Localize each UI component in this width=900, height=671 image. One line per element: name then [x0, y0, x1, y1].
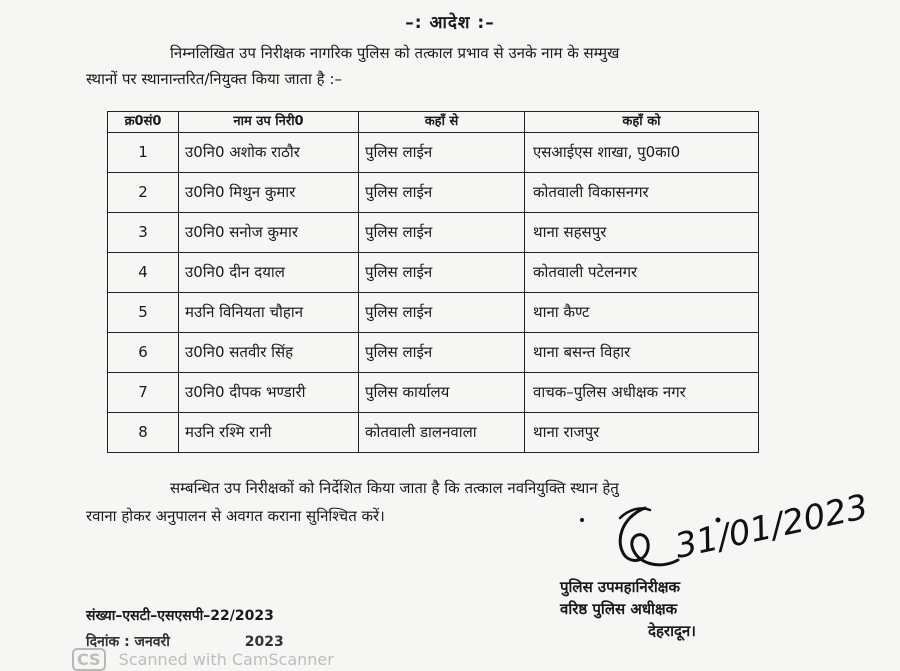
- intro-line-2: स्थानों पर स्थानान्तरित/नियुक्त किया जाता है :–: [86, 70, 342, 88]
- signatory-title-2: वरिष्ठ पुलिस अधीक्षक: [560, 600, 678, 618]
- cell-serial: 5: [108, 293, 179, 332]
- signatory-block: [560, 576, 790, 642]
- cell-to: वाचक–पुलिस अधीक्षक नगर: [533, 383, 686, 401]
- cell-serial: 6: [108, 333, 179, 372]
- cell-from: पुलिस लाईन: [359, 253, 525, 292]
- table-row: [108, 253, 758, 293]
- order-heading: –: आदेश :–: [405, 13, 495, 33]
- closing-line-1: सम्बन्धित उप निरीक्षकों को निर्देशित किया जाता है कि तत्काल नवनियुक्ति स्थान हेतु: [170, 479, 619, 497]
- table-row: [108, 333, 758, 373]
- cell-from: पुलिस कार्यालय: [359, 373, 525, 412]
- cell-serial: 7: [108, 373, 179, 412]
- table-row: [108, 173, 758, 213]
- transfer-table: [107, 111, 759, 453]
- header-serial: क्र0सं0: [108, 112, 179, 132]
- table-header-row: [108, 112, 758, 133]
- date-label: दिनांक : जनवरी: [86, 634, 170, 650]
- cell-serial: 8: [108, 413, 179, 452]
- cell-serial: 1: [108, 133, 179, 172]
- header-from: कहाँ से: [359, 112, 525, 132]
- header-to: कहाँ को: [622, 114, 661, 129]
- cell-name: मउनि रश्मि रानी: [179, 413, 359, 452]
- table-row: [108, 213, 758, 253]
- cell-serial: 3: [108, 213, 179, 252]
- table-row: [108, 413, 758, 452]
- cell-name: उ0नि0 मिथुन कुमार: [179, 173, 359, 212]
- cell-name: उ0नि0 दीपक भण्डारी: [179, 373, 359, 412]
- cell-to: एसआईएस शाखा, पु0का0: [533, 143, 681, 161]
- cell-from: पुलिस लाईन: [359, 333, 525, 372]
- cell-to: थाना सहसपुर: [533, 223, 607, 241]
- cell-from: पुलिस लाईन: [359, 133, 525, 172]
- cell-to: कोतवाली पटेलनगर: [533, 263, 638, 281]
- cell-to: कोतवाली विकासनगर: [533, 183, 649, 201]
- cell-from: पुलिस लाईन: [359, 293, 525, 332]
- cell-from: पुलिस लाईन: [359, 213, 525, 252]
- cell-serial: 4: [108, 253, 179, 292]
- signatory-place: देहरादून।: [648, 622, 696, 640]
- cell-from: कोतवाली डालनवाला: [359, 413, 525, 452]
- cell-name: उ0नि0 अशोक राठौर: [179, 133, 359, 172]
- signatory-title-1: पुलिस उपमहानिरीक्षक: [560, 578, 681, 596]
- intro-line-1: निम्नलिखित उप निरीक्षक नागरिक पुलिस को तत्काल प्रभाव से उनके नाम के सम्मुख: [170, 44, 620, 62]
- date-year: 2023: [244, 634, 284, 650]
- cell-name: उ0नि0 दीन दयाल: [179, 253, 359, 292]
- table-row: [108, 133, 758, 173]
- cell-to: थाना कैण्ट: [533, 303, 590, 321]
- table-row: [108, 293, 758, 333]
- table-row: [108, 373, 758, 413]
- reference-number: संख्या–एसटी–एसएसपी–22/2023: [86, 608, 274, 624]
- cell-name: मउनि विनियता चौहान: [179, 293, 359, 332]
- camscanner-logo-icon: CS: [72, 648, 106, 671]
- cell-name: उ0नि0 सनोज कुमार: [179, 213, 359, 252]
- cell-name: उ0नि0 सतवीर सिंह: [179, 333, 359, 372]
- cell-serial: 2: [108, 173, 179, 212]
- signature-date: 31/01/2023: [671, 486, 872, 567]
- cell-to: थाना बसन्त विहार: [533, 343, 631, 361]
- cell-from: पुलिस लाईन: [359, 173, 525, 212]
- header-name: नाम उप निरी0: [179, 112, 359, 132]
- intro-paragraph: [86, 40, 776, 92]
- closing-line-2: रवाना होकर अनुपालन से अवगत कराना सुनिश्चित करें।: [86, 507, 385, 525]
- scanner-watermark: [72, 648, 452, 670]
- cell-to: थाना राजपुर: [533, 423, 600, 441]
- watermark-text: Scanned with CamScanner: [118, 650, 334, 669]
